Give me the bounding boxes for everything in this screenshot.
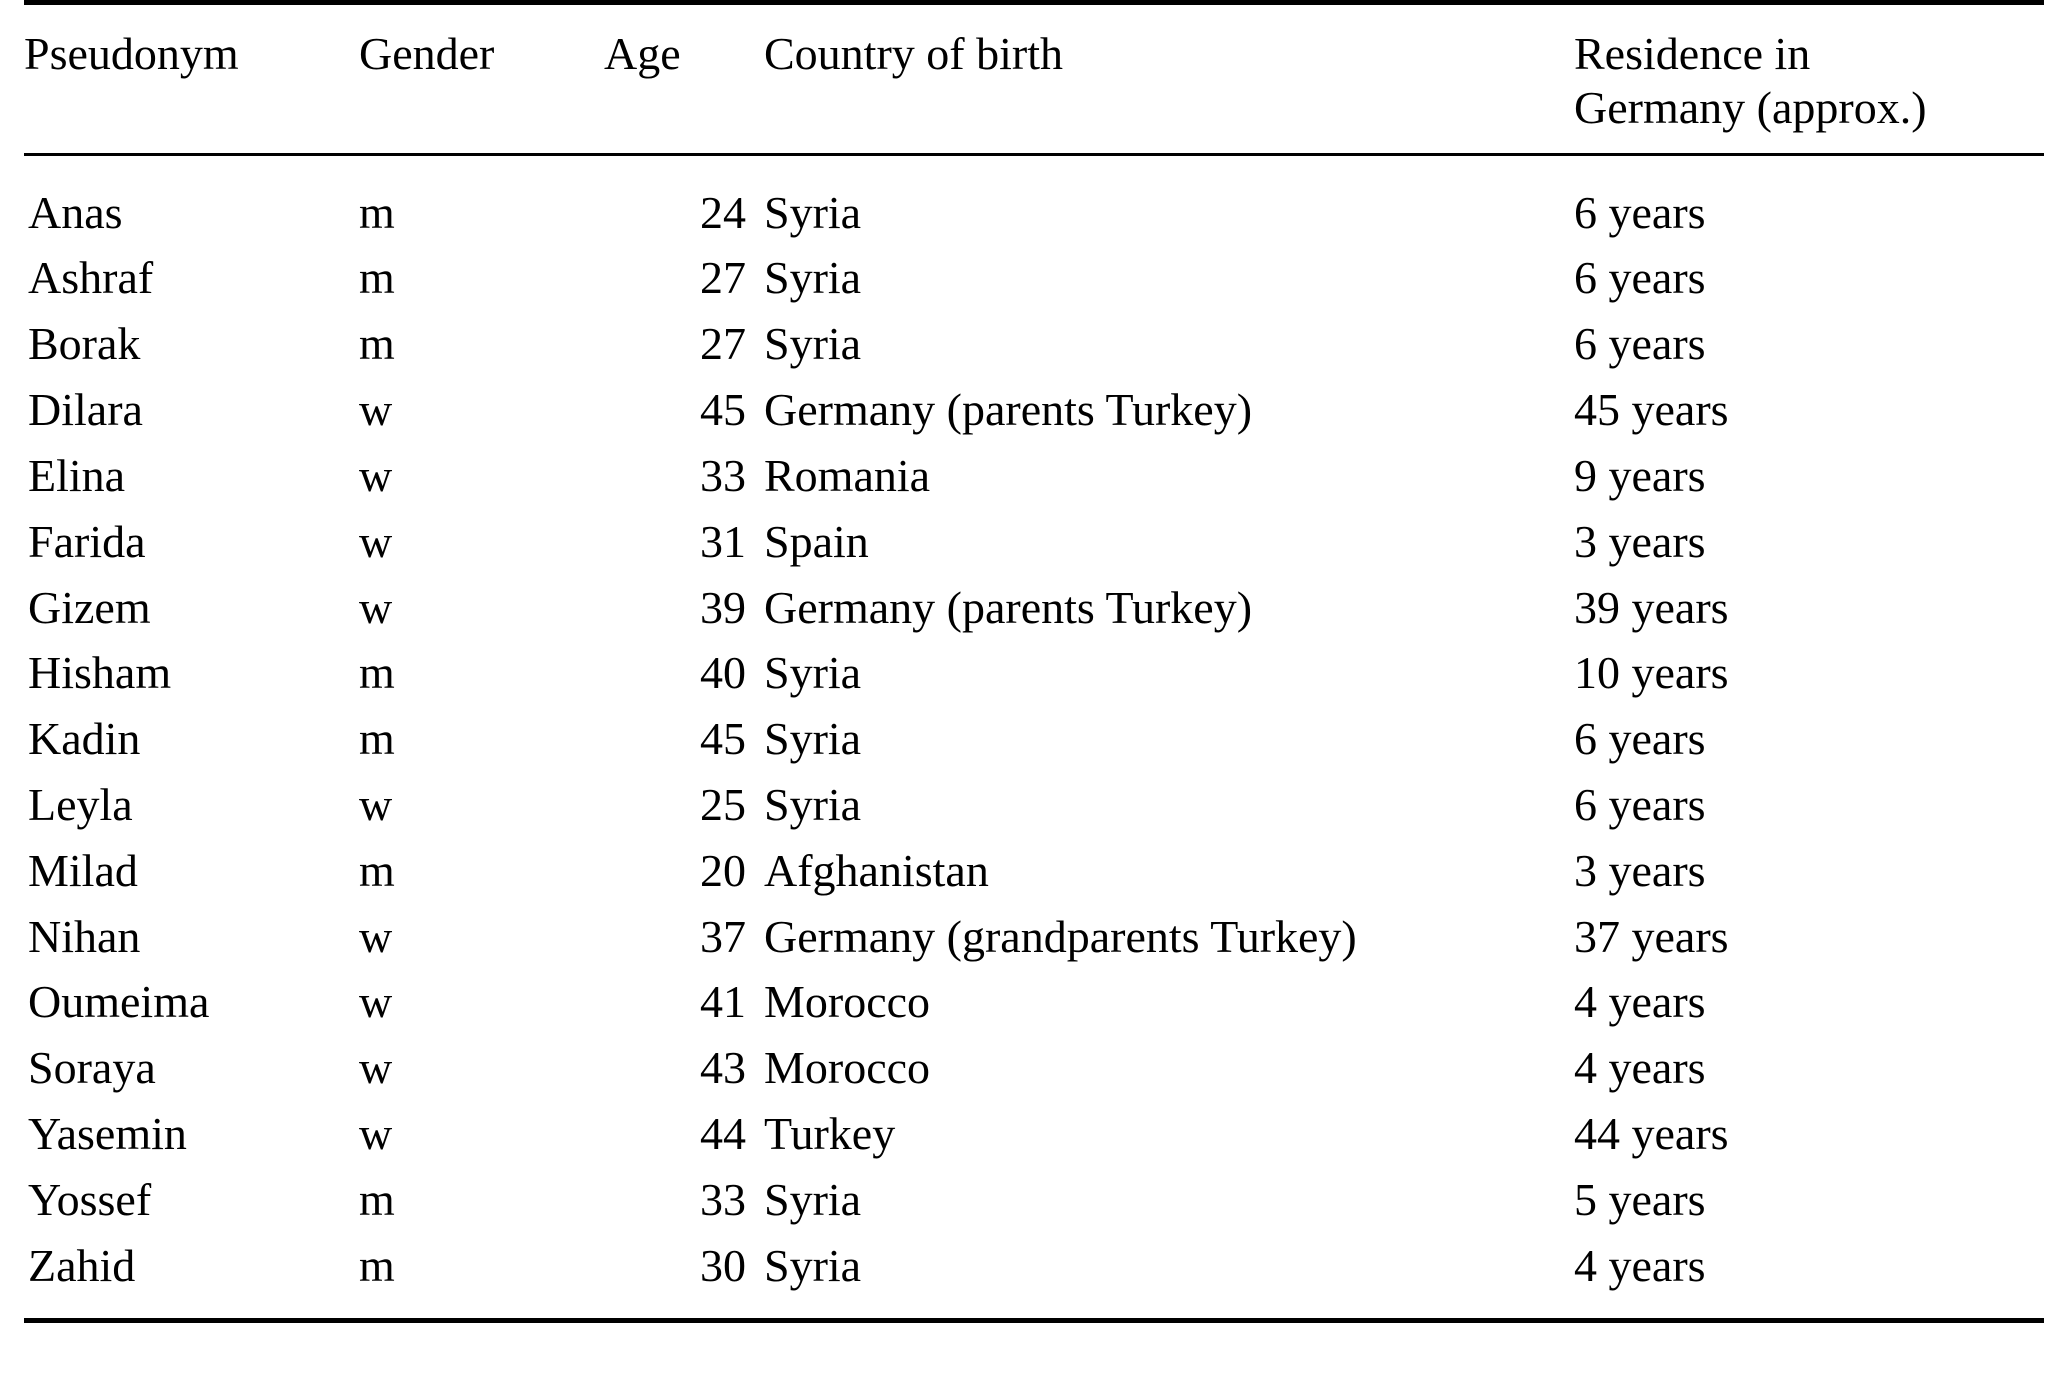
cell-pseudonym: Dilara: [28, 384, 143, 436]
cell-gender: w: [359, 449, 393, 501]
cell-pseudonym: Zahid: [28, 1239, 136, 1291]
cell-gender: m: [359, 252, 395, 304]
cell-residence: 9 years: [1574, 449, 1706, 501]
cell-pseudonym: Farida: [28, 515, 146, 567]
table-row: [24, 838, 2044, 904]
cell-pseudonym: Gizem: [28, 581, 151, 633]
cell-pseudonym: Kadin: [28, 713, 141, 765]
cell-country: Germany (grandparents Turkey): [764, 910, 1357, 962]
cell-age: 44: [700, 1108, 746, 1159]
cell-pseudonym: Leyla: [28, 778, 133, 830]
cell-gender: w: [359, 515, 393, 567]
cell-residence: 37 years: [1574, 910, 1729, 962]
participants-table: [24, 0, 2044, 1323]
cell-residence: 3 years: [1574, 515, 1706, 567]
cell-gender: m: [359, 1239, 395, 1291]
cell-country: Afghanistan: [764, 844, 989, 896]
table-row: [24, 1233, 2044, 1299]
cell-pseudonym: Elina: [28, 449, 126, 501]
cell-country: Romania: [764, 449, 931, 501]
column-header-country: Country of birth: [764, 28, 1063, 79]
cell-residence: 39 years: [1574, 581, 1729, 633]
header-spacer-bottom: [24, 135, 2044, 155]
cell-country: Germany (parents Turkey): [764, 581, 1253, 633]
table-row: [24, 1035, 2044, 1101]
cell-country: Syria: [764, 647, 862, 699]
column-header-residence: [1574, 27, 2044, 135]
cell-residence: 10 years: [1574, 647, 1729, 699]
cell-country: Syria: [764, 778, 862, 830]
cell-pseudonym: Hisham: [28, 647, 172, 699]
cell-pseudonym: Anas: [28, 186, 123, 238]
table-row: [24, 904, 2044, 970]
cell-pseudonym: Ashraf: [28, 252, 154, 304]
cell-country: Syria: [764, 186, 862, 238]
cell-age: 43: [700, 1042, 746, 1094]
column-header-residence-line2: Germany (approx.): [1574, 81, 1927, 133]
cell-age: 27: [700, 318, 746, 370]
table-row: [24, 245, 2044, 311]
table-row: [24, 180, 2044, 246]
cell-residence: 4 years: [1574, 1042, 1706, 1094]
cell-residence: 6 years: [1574, 252, 1706, 304]
cell-gender: w: [359, 384, 393, 436]
cell-country: Syria: [764, 318, 862, 370]
column-header-age: Age: [604, 28, 681, 79]
cell-gender: m: [359, 186, 395, 238]
table-row: [24, 706, 2044, 772]
rule-bottom: [24, 1321, 2044, 1324]
cell-age: 45: [700, 713, 746, 765]
cell-pseudonym: Yasemin: [28, 1108, 187, 1159]
cell-pseudonym: Borak: [28, 318, 141, 370]
table-row: [24, 772, 2044, 838]
cell-age: 39: [700, 581, 746, 633]
cell-age: 31: [700, 515, 746, 567]
cell-residence: 3 years: [1574, 844, 1706, 896]
table-header: [24, 3, 2044, 156]
cell-gender: m: [359, 713, 395, 765]
cell-age: 20: [700, 844, 746, 896]
cell-age: 45: [700, 384, 746, 436]
cell-gender: w: [359, 1108, 393, 1159]
cell-country: Morocco: [764, 1042, 931, 1094]
cell-gender: m: [359, 844, 395, 896]
cell-age: 24: [700, 186, 746, 238]
header-spacer-top: [24, 5, 2044, 27]
cell-country: Germany (parents Turkey): [764, 384, 1253, 436]
table-row: [24, 1101, 2044, 1167]
cell-residence: 6 years: [1574, 713, 1706, 765]
cell-country: Syria: [764, 252, 862, 304]
table-row: [24, 311, 2044, 377]
cell-residence: 4 years: [1574, 1239, 1706, 1291]
cell-age: 41: [700, 976, 746, 1028]
table-row: [24, 509, 2044, 575]
cell-pseudonym: Milad: [28, 844, 138, 896]
cell-age: 30: [700, 1239, 746, 1291]
cell-age: 40: [700, 647, 746, 699]
table-row: [24, 575, 2044, 641]
cell-gender: w: [359, 976, 393, 1028]
cell-pseudonym: Soraya: [28, 1042, 156, 1094]
body-spacer-bottom: [24, 1298, 2044, 1321]
cell-country: Syria: [764, 713, 862, 765]
cell-country: Morocco: [764, 976, 931, 1028]
table-row: [24, 969, 2044, 1035]
cell-age: 37: [700, 910, 746, 962]
table-row: [24, 443, 2044, 509]
cell-pseudonym: Nihan: [28, 910, 141, 962]
column-header-gender: Gender: [359, 28, 495, 79]
cell-gender: w: [359, 581, 393, 633]
cell-pseudonym: Yossef: [28, 1173, 152, 1225]
column-header-pseudonym: Pseudonym: [24, 28, 239, 79]
body-spacer-top: [24, 156, 2044, 180]
cell-gender: w: [359, 778, 393, 830]
cell-gender: w: [359, 910, 393, 962]
cell-gender: m: [359, 647, 395, 699]
cell-gender: m: [359, 1173, 395, 1225]
table-body: [24, 156, 2044, 1324]
cell-residence: 44 years: [1574, 1108, 1729, 1159]
table-row: [24, 640, 2044, 706]
cell-age: 25: [700, 778, 746, 830]
cell-country: Syria: [764, 1239, 862, 1291]
rule-bottom-row: [24, 1321, 2044, 1324]
cell-gender: m: [359, 318, 395, 370]
header-row: [24, 27, 2044, 135]
table-row: [24, 377, 2044, 443]
cell-pseudonym: Oumeima: [28, 976, 210, 1028]
cell-residence: 6 years: [1574, 778, 1706, 830]
cell-gender: w: [359, 1042, 393, 1094]
cell-country: Spain: [764, 515, 869, 567]
cell-age: 33: [700, 1173, 746, 1225]
cell-residence: 4 years: [1574, 976, 1706, 1028]
cell-residence: 45 years: [1574, 384, 1729, 436]
cell-country: Turkey: [764, 1108, 896, 1159]
column-header-residence-line1: Residence in: [1574, 28, 1811, 79]
cell-residence: 5 years: [1574, 1173, 1706, 1225]
table-row: [24, 1167, 2044, 1233]
cell-residence: 6 years: [1574, 186, 1706, 238]
cell-country: Syria: [764, 1173, 862, 1225]
cell-age: 27: [700, 252, 746, 304]
cell-age: 33: [700, 449, 746, 501]
cell-residence: 6 years: [1574, 318, 1706, 370]
